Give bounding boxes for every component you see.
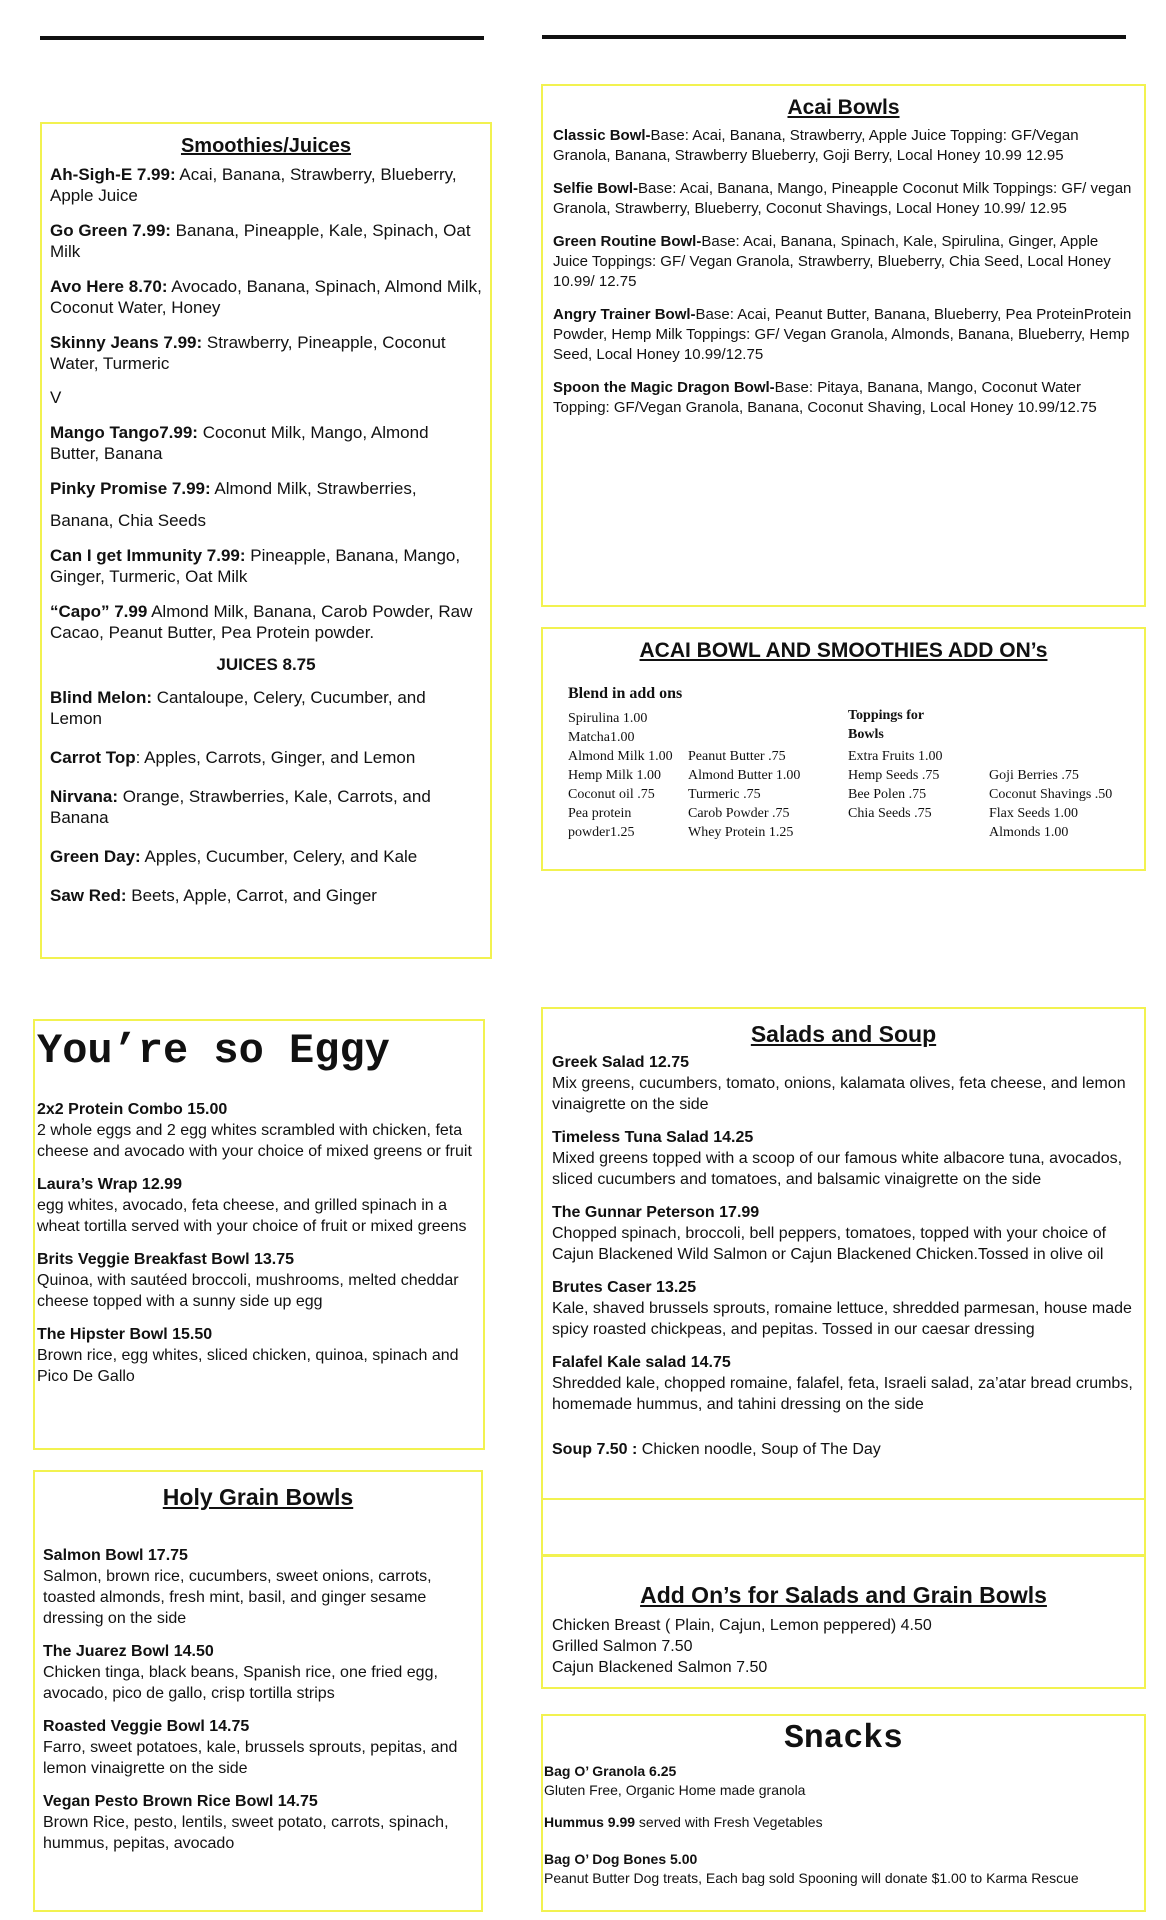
acai-item [553,232,1134,292]
acai-item-name: Classic Bowl- [553,127,651,144]
eggy-list [35,1099,483,1387]
topping-item: Goji Berries .75 [989,768,1079,783]
grain-item-name: The Juarez Bowl 14.50 [43,1643,214,1660]
eggy-item-name: Brits Veggie Breakfast Bowl 13.75 [37,1251,294,1268]
salad-item-desc: Mixed greens topped with a scoop of our famous white albacore tuna, avocados, sliced cucumbers and tomatoes, and balsamic vinaigrette on the side [552,1150,1123,1188]
addons-title: ACAI BOWL AND SMOOTHIES ADD ON’s [639,639,1048,662]
salad-item-name: Timeless Tuna Salad 14.25 [552,1129,754,1146]
juice-item [50,846,482,867]
pinky-cont: Banana, Chia Seeds [50,511,206,530]
soup-line [543,1441,1144,1459]
eggy-item [37,1324,481,1387]
juice-item [50,885,482,906]
eggy-item-desc: egg whites, avocado, feta cheese, and grilled spinach in a wheat tortilla served with your choice of fruit or mixed greens [37,1197,467,1235]
blend-item: Matcha1.00 [568,730,635,745]
eggy-item-name: Laura’s Wrap 12.99 [37,1176,182,1193]
salad-addons-section [541,1554,1146,1689]
smoothies-list-2 [42,422,490,499]
juice-item-desc: Orange, Strawberries, Kale, Carrots, and Banana [50,787,431,827]
smoothie-item-name: Avo Here 8.70: [50,277,168,296]
smoothie-item [50,545,482,587]
eggy-item-name: 2x2 Protein Combo 15.00 [37,1101,228,1118]
salads-section [541,1007,1146,1557]
juices-header: JUICES 8.75 [216,655,316,674]
snacks-title: Snacks [784,1720,903,1757]
salad-item [552,1127,1135,1190]
hummus-line [544,1813,1143,1832]
eggy-item [37,1249,481,1312]
topping-item: Hemp Seeds .75 [848,768,940,783]
blend-item: Almond Milk 1.00 [568,749,673,764]
salads-title: Salads and Soup [750,1021,937,1047]
salad-item-desc: Kale, shaved brussels sprouts, romaine lettuce, shredded parmesan, house made spicy roasted chickpeas, and pepitas. Tossed in our caesar dressing [552,1300,1132,1338]
grain-item-desc: Salmon, brown rice, cucumbers, sweet onions, carrots, toasted almonds, fresh mint, basil, and ginger sesame dressing on the side [43,1568,432,1627]
grain-item [43,1545,473,1629]
grain-title: Holy Grain Bowls [162,1484,354,1510]
smoothies-list [42,164,490,374]
blend-item: Spirulina 1.00 [568,711,648,726]
toppings-col-1 [848,747,943,823]
juice-item [50,786,482,828]
blend-item: Carob Powder .75 [688,806,790,821]
blend-item: Peanut Butter .75 [688,749,786,764]
topping-item: Almonds 1.00 [989,825,1069,840]
toppings-col-2 [989,766,1112,842]
blend-col-1 [568,709,673,842]
juice-item-name: Saw Red: [50,886,127,905]
salad-item [552,1277,1135,1340]
grain-item-desc: Brown Rice, pesto, lentils, sweet potato, carrots, spinach, hummus, pepitas, avocado [43,1814,449,1852]
grain-item-name: Roasted Veggie Bowl 14.75 [43,1718,250,1735]
acai-item-desc: Base: Acai, Banana, Strawberry, Apple Juice Topping: GF/Vegan Granola, Banana, Strawberry Blueberry, Goji Berry, Local Honey 10.99 12.95 [553,127,1079,164]
juice-item-name: Green Day: [50,847,141,866]
smoothie-item-name: Can I get Immunity 7.99: [50,546,246,565]
top-rule-left [40,36,484,40]
smoothie-item [50,276,482,318]
salad-item [552,1202,1135,1265]
soup-name: Soup 7.50 : [552,1441,638,1458]
acai-title: Acai Bowls [787,96,900,119]
juice-item-desc: : Apples, Carrots, Ginger, and Lemon [135,748,416,767]
eggy-item-desc: Brown rice, egg whites, sliced chicken, quinoa, spinach and Pico De Gallo [37,1347,459,1385]
grain-item [43,1641,473,1704]
acai-item [553,179,1134,219]
granola-desc: Gluten Free, Organic Home made granola [544,1782,806,1798]
smoothie-item [50,164,482,206]
grain-item [43,1791,473,1854]
top-rule-right [542,35,1126,39]
salad-item-name: Falafel Kale salad 14.75 [552,1354,731,1371]
smoothies-list-3 [42,545,490,643]
smoothie-item-desc: Banana, Pineapple, Kale, Spinach, Oat Milk [50,221,471,261]
acai-item-name: Green Routine Bowl- [553,233,702,250]
salad-addons-list [543,1615,1144,1678]
juice-item [50,747,482,768]
toppings-header [848,706,924,744]
snacks-section [541,1714,1146,1912]
blend-item: Pea protein [568,806,632,821]
salad-addon-item: Cajun Blackened Salmon 7.50 [552,1659,768,1676]
salad-addons-title: Add On’s for Salads and Grain Bowls [640,1582,1047,1608]
grain-item [43,1716,473,1779]
smoothie-item-name: Mango Tango7.99: [50,423,198,442]
salads-list [543,1052,1144,1415]
stray-v: V [50,388,62,407]
topping-item: Chia Seeds .75 [848,806,932,821]
juice-item-desc: Beets, Apple, Carrot, and Ginger [126,886,377,905]
toppings-header-line: Bowls [848,727,884,742]
eggy-item-desc: Quinoa, with sautéed broccoli, mushrooms, melted cheddar cheese topped with a sunny side up egg [37,1272,459,1310]
acai-item-desc: Base: Acai, Banana, Mango, Pineapple Coconut Milk Toppings: GF/ vegan Granola, Strawberry, Blueberry, Coconut Shavings, Local Honey 10.99/ 12.95 [553,180,1132,217]
smoothie-item [50,478,482,499]
acai-item-desc: Base: Acai, Peanut Butter, Banana, Blueberry, Pea ProteinProtein Powder, Hemp Milk Toppings: GF/ Vegan Granola, Almonds, Banana, Blueberry, Hemp Seed, Local Honey 10.99/12.75 [553,306,1132,363]
juice-item-desc: Apples, Cucumber, Celery, and Kale [140,847,418,866]
acai-item-name: Spoon the Magic Dragon Bowl- [553,379,775,396]
blend-col-2 [688,747,800,842]
salad-item-desc: Mix greens, cucumbers, tomato, onions, kalamata olives, feta cheese, and lemon vinaigrette on the side [552,1075,1126,1113]
smoothie-item-name: Ah-Sigh-E 7.99: [50,165,176,184]
grain-item-desc: Farro, sweet potatoes, kale, brussels sprouts, pepitas, and lemon vinaigrette on the side [43,1739,458,1777]
blend-item: Almond Butter 1.00 [688,768,801,783]
acai-section [541,84,1146,607]
smoothies-section [40,122,492,959]
smoothie-item-desc: Strawberry, Pineapple, Coconut Water, Turmeric [50,333,446,373]
salad-item [552,1052,1135,1115]
acai-item [553,305,1134,365]
acai-item [553,378,1134,418]
grain-list [35,1545,481,1854]
juice-item-name: Blind Melon: [50,688,152,707]
acai-item-desc: Base: Pitaya, Banana, Mango, Coconut Water Topping: GF/Vegan Granola, Banana, Coconut Shaving, Local Honey 10.99/12.75 [553,379,1097,416]
eggy-item-desc: 2 whole eggs and 2 egg whites scrambled with chicken, feta cheese and avocado with your choice of mixed greens or fruit [37,1122,472,1160]
juice-item-name: Nirvana: [50,787,119,806]
salad-addon-item: Grilled Salmon 7.50 [552,1638,693,1655]
blend-item: Whey Protein 1.25 [688,825,794,840]
grain-item-name: Salmon Bowl 17.75 [43,1547,188,1564]
blend-item: Coconut oil .75 [568,787,655,802]
smoothie-item-name: Pinky Promise 7.99: [50,479,211,498]
acai-list [543,126,1144,418]
blend-item: Turmeric .75 [688,787,761,802]
smoothie-item-desc: Pineapple, Banana, Mango, Ginger, Turmeric, Oat Milk [50,546,461,586]
salad-item-desc: Chopped spinach, broccoli, bell peppers, tomatoes, topped with your choice of Cajun Blackened Wild Salmon or Cajun Blackened Chicken.Tossed in olive oil [552,1225,1107,1263]
blend-header: Blend in add ons [568,685,683,702]
smoothie-item [50,220,482,262]
soup-divider [543,1498,1144,1500]
juice-item [50,687,482,729]
juice-item-name: Carrot Top [50,748,136,767]
acai-item [553,126,1134,166]
toppings-header-line: Toppings for [848,708,925,723]
salad-item-name: Greek Salad 12.75 [552,1054,689,1071]
salad-item-name: The Gunnar Peterson 17.99 [552,1204,760,1221]
acai-item-desc: Base: Acai, Banana, Spinach, Kale, Spirulina, Ginger, Apple Juice Toppings: GF/ Vegan Granola, Strawberry, Blueberry, Chia Seed, Local Honey 10.99/ 12.75 [553,233,1111,290]
juice-item-desc: Cantaloupe, Celery, Cucumber, and Lemon [50,688,426,728]
salad-addon-item: Chicken Breast ( Plain, Cajun, Lemon peppered) 4.50 [552,1617,932,1634]
dog-name: Bag O’ Dog Bones 5.00 [544,1851,698,1867]
grain-section [33,1470,483,1912]
grain-item-desc: Chicken tinga, black beans, Spanish rice, one fried egg, avocado, pico de gallo, crisp tortilla strips [43,1664,438,1702]
hummus-desc: served with Fresh Vegetables [635,1814,823,1830]
smoothie-item-desc: Almond Milk, Banana, Carob Powder, Raw Cacao, Peanut Butter, Pea Protein powder. [50,602,473,642]
smoothie-item [50,332,482,374]
smoothie-item-desc: Almond Milk, Strawberries, [210,479,417,498]
topping-item: Bee Polen .75 [848,787,927,802]
salad-item-desc: Shredded kale, chopped romaine, falafel, feta, Israeli salad, za’atar bread crumbs, homemade hummus, and tahini dressing on the side [552,1375,1133,1413]
eggy-item [37,1099,481,1162]
eggy-item [37,1174,481,1237]
blend-item: powder1.25 [568,825,635,840]
snacks-list [543,1762,1144,1888]
eggy-title: You’re so Eggy [37,1027,390,1075]
grain-item-name: Vegan Pesto Brown Rice Bowl 14.75 [43,1793,318,1810]
dog-desc: Peanut Butter Dog treats, Each bag sold Spooning will donate $1.00 to Karma Rescue [544,1870,1079,1886]
hummus-name: Hummus 9.99 [544,1814,636,1830]
smoothie-item-desc: Coconut Milk, Mango, Almond Butter, Banana [50,423,429,463]
smoothie-item-desc: Acai, Banana, Strawberry, Blueberry, Apple Juice [50,165,457,205]
topping-item: Flax Seeds 1.00 [989,806,1079,821]
salad-item-name: Brutes Caser 13.25 [552,1279,697,1296]
topping-item: Coconut Shavings .50 [989,787,1113,802]
smoothie-item [50,601,482,643]
smoothie-item-name: Go Green 7.99: [50,221,171,240]
topping-item: Extra Fruits 1.00 [848,749,943,764]
salad-item [552,1352,1135,1415]
acai-item-name: Selfie Bowl- [553,180,639,197]
soup-desc: Chicken noodle, Soup of The Day [637,1441,881,1458]
eggy-item-name: The Hipster Bowl 15.50 [37,1326,213,1343]
smoothie-item-name: “Capo” 7.99 [50,602,148,621]
smoothie-item-name: Skinny Jeans 7.99: [50,333,203,352]
smoothie-item [50,422,482,464]
addons-section [541,627,1146,871]
blend-item: Hemp Milk 1.00 [568,768,661,783]
juices-list [42,687,490,906]
smoothie-item-desc: Avocado, Banana, Spinach, Almond Milk, Coconut Water, Honey [50,277,482,317]
eggy-section [33,1019,485,1450]
acai-item-name: Angry Trainer Bowl- [553,306,696,323]
smoothies-title: Smoothies/Juices [180,135,352,157]
granola-name: Bag O’ Granola 6.25 [544,1763,677,1779]
